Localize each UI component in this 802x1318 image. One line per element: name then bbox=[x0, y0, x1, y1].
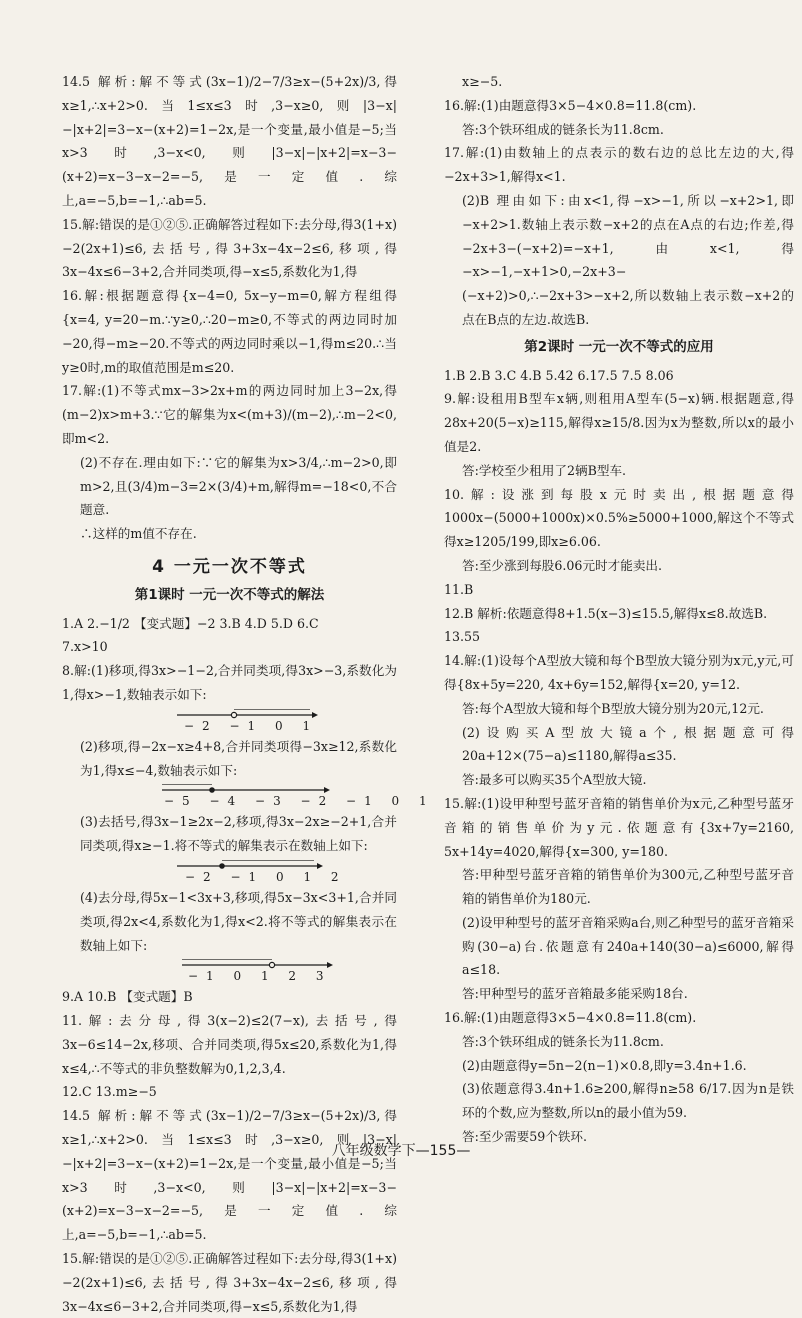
answer-17-part2: (2)不存在.理由如下:∵它的解集为x>3/4,∴m−2>0,即m>2,且(3/4)m−3=2×(3/4)+m,解得m=−18<0,不合题意. bbox=[80, 454, 397, 518]
answers-1-8: 1.B 2.B 3.C 4.B 5.42 6.17.5 7.5 8.06 bbox=[444, 367, 674, 383]
answer-16-part3: (3)依题意得3.4n+1.6≥200,解得n≥58 6/17.因为n是铁环的个数,应为整数,所以n的最小值为59. bbox=[462, 1081, 794, 1121]
chapter-title: 4 一元一次不等式 bbox=[152, 556, 307, 577]
answer-14-lesson1: 14.5 解析:解不等式(3x−1)/2−7/3≥x−(5+2x)/3,得x≥1,∴x+2>0.当1≤x≤3时,3−x≥0,则|3−x|−|x+2|=3−x−(x+2)=1−2x,是一个变量,最小值是−5;当x>3时,3−x<0,则|3−x|−|x+2|=x−3−(x+2)=x−3−x−2=−5,是一定值.综上,a=−5,b=−1,∴ab=5. bbox=[62, 1108, 397, 1243]
answer-16-right: 16.解:(1)由题意得3×5−4×0.8=11.8(cm). bbox=[444, 1010, 697, 1026]
answer-9-conclusion: 答:学校至少租用了2辆B型车. bbox=[462, 462, 627, 478]
answer-15-conclusion1: 答:甲种型号蓝牙音箱的销售单价为300元,乙种型号蓝牙音箱的销售单价为180元. bbox=[462, 867, 794, 907]
answer-10: 10.解:设涨到每股x元时卖出,根据题意得1000x−(5000+1000x)×0.5%≥5000+1000,解这个不等式得x≥1205/199,即x≥6.06. bbox=[444, 486, 794, 550]
answer-11: 11.解:去分母,得3(x−2)≤2(7−x),去括号,得3x−6≤14−2x,移项、合并同类项,得5x≤20,系数化为1,得x≤4,∴不等式的非负整数解为0,1,2,3,4. bbox=[62, 1013, 397, 1076]
answer-12-right: 12.B 解析:依题意得8+1.5(x−3)≤15.5,解得x≤8.故选B. bbox=[444, 605, 768, 621]
answers-12-13: 12.C 13.m≥−5 bbox=[62, 1084, 157, 1100]
answer-9: 9.解:设租用B型车x辆,则租用A型车(5−x)辆.根据题意,得28x+20(5−x)≥115,解得x≥15/8.因为x为整数,所以x的最小值是2. bbox=[444, 391, 794, 454]
answer-17-part1: 17.解:(1)不等式mx−3>2x+m的两边同时加上3−2x,得(m−2)x>m+3.∵它的解集为x<(m+3)/(m−2),∴m−2<0,即m<2. bbox=[62, 383, 397, 446]
answer-17-part1-right: 17.解:(1)由数轴上的点表示的数右边的总比左边的大,得−2x+3>1,解得x<1. bbox=[444, 145, 794, 185]
number-line-3 bbox=[62, 860, 397, 884]
answer-7: 7.x>10 bbox=[62, 639, 108, 655]
answer-16-part2: 答:3个铁环组成的链条长为11.8cm. bbox=[462, 121, 664, 137]
answer-8-part4: (4)去分母,得5x−1<3x+3,移项,得5x−3x<3+1,合并同类项,得2x<4,系数化为1,得x<2.将不等式的解集表示在数轴上如下: bbox=[80, 889, 397, 953]
answer-16: 16.解:根据题意得{x−4=0, 5x−y−m=0,解方程组得{x=4, y=20−m.∵y≥0,∴20−m≥0,不等式的两边同时加−20,得−m≥−20.不等式的两边同时乘以−1,得m≤20.∴当y≥0时,m的取值范围是m≤20. bbox=[62, 288, 397, 375]
number-line-1 bbox=[62, 709, 397, 733]
answer-14-conclusion2: 答:最多可以购买35个A型放大镜. bbox=[462, 772, 647, 788]
answer-15-continued: x≥−5. bbox=[462, 74, 503, 89]
answer-15-right: 15.解:(1)设甲种型号蓝牙音箱的销售单价为x元,乙种型号蓝牙音箱的销售单价为y元.依题意有{3x+7y=2160, 5x+14y=4020,解得{x=300, y=180. bbox=[444, 795, 794, 859]
answer-16-conclusion2: 答:至少需要59个铁环. bbox=[462, 1129, 588, 1145]
answer-16-conclusion1: 答:3个铁环组成的链条长为11.8cm. bbox=[462, 1033, 664, 1049]
answer-13-right: 13.55 bbox=[444, 629, 481, 645]
number-line-1-labels: −2 −1 0 1 bbox=[184, 718, 319, 733]
section-title-lesson1: 第1课时 一元一次不等式的解法 bbox=[134, 586, 325, 603]
answer-14-right: 14.解:(1)设每个A型放大镜和每个B型放大镜分别为x元,y元,可得{8x+5y=220, 4x+6y=152,解得{x=20, y=12. bbox=[444, 653, 794, 692]
answer-11-right: 11.B bbox=[444, 581, 474, 597]
answer-14: 14.5 解析:解不等式(3x−1)/2−7/3≥x−(5+2x)/3,得x≥1,∴x+2>0.当1≤x≤3时,3−x≥0,则|3−x|−|x+2|=3−x−(x+2)=1−2x,是一个变量,最小值是−5;当x>3时,3−x<0,则|3−x|−|x+2|=x−3−(x+2)=x−3−x−2=−5,是一定值.综上,a=−5,b=−1,∴ab=5. bbox=[62, 74, 397, 208]
number-line-4 bbox=[62, 959, 397, 983]
number-line-3-labels: −2 −1 0 1 2 bbox=[185, 869, 347, 884]
answer-8-part1: 8.解:(1)移项,得3x>−1−2,合并同类项,得3x>−3,系数化为1,得x>−1,数轴表示如下: bbox=[62, 663, 397, 702]
number-line-2 bbox=[62, 784, 435, 809]
right-column bbox=[444, 70, 794, 1149]
answer-8-part3: (3)去括号,得3x−1≥2x−2,移项,得3x−2x≥−2+1,合并同类项,得x≥−1.将不等式的解集表示在数轴上如下: bbox=[80, 814, 397, 854]
answer-15-conclusion2: 答:甲种型号的蓝牙音箱最多能采购18台. bbox=[462, 986, 688, 1002]
number-line-4-labels: −1 0 1 2 3 bbox=[188, 969, 332, 984]
answer-8-part2: (2)移项,得−2x−x≥4+8,合并同类项得−3x≥12,系数化为1,得x≤−4,数轴表示如下: bbox=[80, 738, 397, 778]
answer-14-part2: (2)设购买A型放大镜a个,根据题意可得20a+12×(75−a)≤1180,解得a≤35. bbox=[462, 724, 794, 764]
page-footer: 八年级数学下—155— bbox=[331, 1143, 471, 1159]
answer-17-conclusion: ∴这样的m值不存在. bbox=[80, 526, 197, 542]
answer-16-part1: 16.解:(1)由题意得3×5−4×0.8=11.8(cm). bbox=[444, 97, 697, 113]
answer-17-part2-right: (2)B 理由如下:由x<1,得−x>−1,所以−x+2>1,即−x+2>1.数轴上表示数−x+2的点在A点的右边;作差,得−2x+3−(−x+2)=−x+1,由x<1,得−x>−1,−x+1>0,−2x+3−(−x+2)>0,∴−2x+3>−x+2,所以数轴上表示数−x+2的点在B点的左边.故选B. bbox=[462, 192, 794, 327]
answer-15: 15.解:错误的是①②⑤.正确解答过程如下:去分母,得3(1+x)−2(2x+1)≤6,去括号,得3+3x−4x−2≤6,移项,得3x−4x≤6−3+2,合并同类项,得−x≤5,系数化为1,得 bbox=[62, 216, 397, 280]
watermark-logo bbox=[690, 1128, 790, 1188]
answers-9-10: 9.A 10.B 【变式题】B bbox=[62, 989, 193, 1005]
number-line-2-labels: −5 −4 −3 −2 −1 0 1 bbox=[164, 794, 435, 809]
answer-14-conclusion1: 答:每个A型放大镜和每个B型放大镜分别为20元,12元. bbox=[462, 700, 764, 716]
answer-15-part2: (2)设甲种型号的蓝牙音箱采购a台,则乙种型号的蓝牙音箱采购(30−a)台.依题意有240a+140(30−a)≤6000,解得a≤18. bbox=[462, 914, 794, 978]
answers-1-6: 1.A 2.−1/2 【变式题】−2 3.B 4.D 5.D 6.C bbox=[62, 615, 319, 631]
answer-15-lesson1: 15.解:错误的是①②⑤.正确解答过程如下:去分母,得3(1+x)−2(2x+1)≤6,去括号,得3+3x−4x−2≤6,移项,得3x−4x≤6−3+2,合并同类项,得−x≤5,系数化为1,得 bbox=[62, 1251, 397, 1314]
section-title-lesson2: 第2课时 一元一次不等式的应用 bbox=[524, 338, 714, 355]
answer-16-part2-right: (2)由题意得y=5n−2(n−1)×0.8,即y=3.4n+1.6. bbox=[462, 1057, 747, 1073]
answer-10-conclusion: 答:至少涨到每股6.06元时才能卖出. bbox=[462, 557, 663, 573]
